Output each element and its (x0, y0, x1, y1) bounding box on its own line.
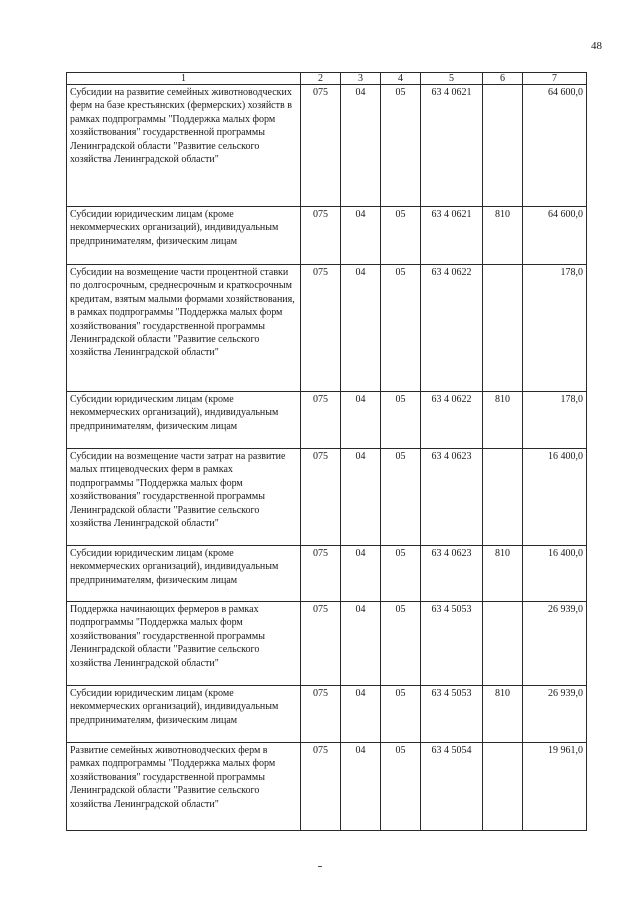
section-code: 04 (341, 85, 381, 207)
column-header: 5 (421, 73, 483, 85)
expense-type-code: 810 (483, 686, 523, 743)
subsection-code: 05 (381, 265, 421, 392)
section-code: 04 (341, 602, 381, 686)
row-description: Субсидии юридическим лицам (кроме некоммерческих организаций), индивидуальным предпринимателям, физическим лицам (67, 392, 301, 449)
expense-type-code (483, 743, 523, 831)
column-header: 4 (381, 73, 421, 85)
header-row (67, 73, 587, 85)
table-row (67, 686, 587, 743)
section-code: 04 (341, 449, 381, 546)
budget-table (66, 72, 587, 831)
ministry-code: 075 (301, 743, 341, 831)
section-code: 04 (341, 686, 381, 743)
section-code: 04 (341, 743, 381, 831)
table-row (67, 392, 587, 449)
amount: 64 600,0 (523, 207, 587, 265)
table-row (67, 85, 587, 207)
amount: 19 961,0 (523, 743, 587, 831)
subsection-code: 05 (381, 546, 421, 602)
subsection-code: 05 (381, 449, 421, 546)
row-description: Субсидии на возмещение части процентной ставки по долгосрочным, среднесрочным и краткосрочным кредитам, взятым малыми формами хозяйствования, в рамках подпрограммы "Поддержка малых форм хозяйствования" государственной программы Ленинградской области "Развитие сельского хозяйства Ленинградской области" (67, 265, 301, 392)
section-code: 04 (341, 392, 381, 449)
subsection-code: 05 (381, 207, 421, 265)
amount: 16 400,0 (523, 449, 587, 546)
amount: 178,0 (523, 265, 587, 392)
column-header: 1 (67, 73, 301, 85)
ministry-code: 075 (301, 207, 341, 265)
row-description: Субсидии на развитие семейных животноводческих ферм на базе крестьянских (фермерских) хозяйств в рамках подпрограммы "Поддержка малых форм хозяйствования" государственной программы Ленинградской области "Развитие сельского хозяйства Ленинградской области" (67, 85, 301, 207)
section-code: 04 (341, 546, 381, 602)
subsection-code: 05 (381, 85, 421, 207)
subsection-code: 05 (381, 602, 421, 686)
scan-mark (318, 866, 322, 867)
target-article-code: 63 4 5053 (421, 602, 483, 686)
ministry-code: 075 (301, 392, 341, 449)
column-header: 3 (341, 73, 381, 85)
ministry-code: 075 (301, 686, 341, 743)
table-row (67, 743, 587, 831)
amount: 26 939,0 (523, 602, 587, 686)
amount: 26 939,0 (523, 686, 587, 743)
amount: 178,0 (523, 392, 587, 449)
subsection-code: 05 (381, 392, 421, 449)
expense-type-code (483, 449, 523, 546)
page-number: 48 (591, 40, 602, 52)
row-description: Развитие семейных животноводческих ферм в рамках подпрограммы "Поддержка малых форм хозяйствования" государственной программы Ленинградской области "Развитие сельского хозяйства Ленинградской области" (67, 743, 301, 831)
target-article-code: 63 4 0622 (421, 392, 483, 449)
amount: 16 400,0 (523, 546, 587, 602)
expense-type-code: 810 (483, 546, 523, 602)
column-header: 6 (483, 73, 523, 85)
expense-type-code: 810 (483, 392, 523, 449)
row-description: Субсидии юридическим лицам (кроме некоммерческих организаций), индивидуальным предпринимателям, физическим лицам (67, 546, 301, 602)
target-article-code: 63 4 0623 (421, 546, 483, 602)
row-description: Субсидии на возмещение части затрат на развитие малых птицеводческих ферм в рамках подпрограммы "Поддержка малых форм хозяйствования" государственной программы Ленинградской области "Развитие сельского хозяйства Ленинградской области" (67, 449, 301, 546)
expense-type-code (483, 602, 523, 686)
row-description: Поддержка начинающих фермеров в рамках подпрограммы "Поддержка малых форм хозяйствования" государственной программы Ленинградской области "Развитие сельского хозяйства Ленинградской области" (67, 602, 301, 686)
table-row (67, 207, 587, 265)
row-description: Субсидии юридическим лицам (кроме некоммерческих организаций), индивидуальным предпринимателям, физическим лицам (67, 207, 301, 265)
target-article-code: 63 4 0621 (421, 207, 483, 265)
ministry-code: 075 (301, 85, 341, 207)
table-row (67, 265, 587, 392)
target-article-code: 63 4 0621 (421, 85, 483, 207)
expense-type-code (483, 85, 523, 207)
subsection-code: 05 (381, 686, 421, 743)
table-row (67, 449, 587, 546)
target-article-code: 63 4 0623 (421, 449, 483, 546)
row-description: Субсидии юридическим лицам (кроме некоммерческих организаций), индивидуальным предпринимателям, физическим лицам (67, 686, 301, 743)
table-row (67, 602, 587, 686)
section-code: 04 (341, 265, 381, 392)
column-header: 2 (301, 73, 341, 85)
ministry-code: 075 (301, 546, 341, 602)
ministry-code: 075 (301, 265, 341, 392)
ministry-code: 075 (301, 449, 341, 546)
target-article-code: 63 4 5054 (421, 743, 483, 831)
ministry-code: 075 (301, 602, 341, 686)
column-header: 7 (523, 73, 587, 85)
amount: 64 600,0 (523, 85, 587, 207)
target-article-code: 63 4 5053 (421, 686, 483, 743)
section-code: 04 (341, 207, 381, 265)
expense-type-code (483, 265, 523, 392)
target-article-code: 63 4 0622 (421, 265, 483, 392)
expense-type-code: 810 (483, 207, 523, 265)
subsection-code: 05 (381, 743, 421, 831)
table-row (67, 546, 587, 602)
